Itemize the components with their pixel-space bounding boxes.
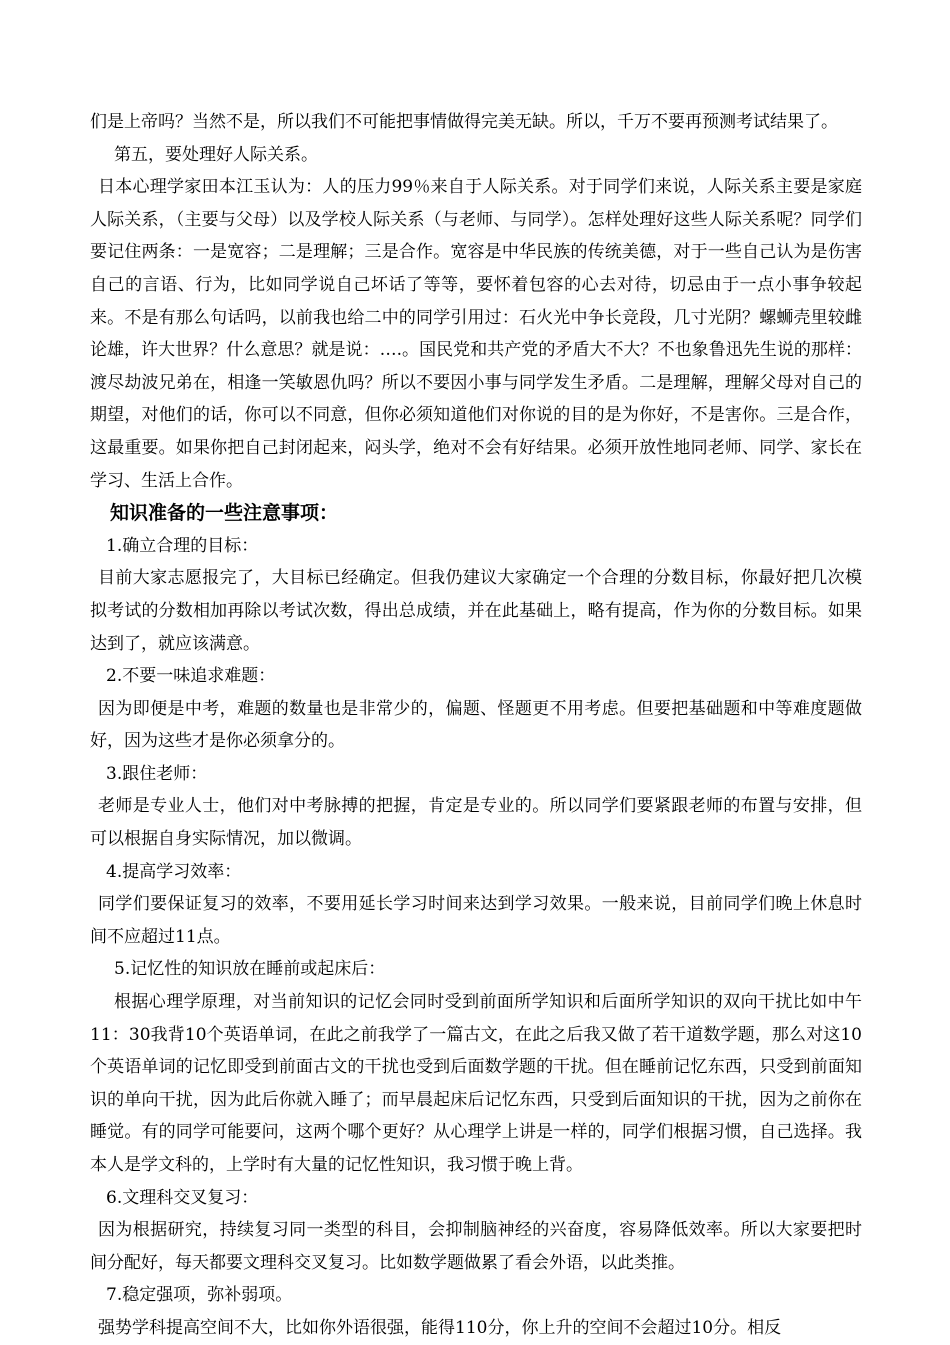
item-1-body: 目前大家志愿报完了，大目标已经确定。但我仍建议大家确定一个合理的分数目标，你最好把几次模拟考试的分数相加再除以考试次数，得出总成绩，并在此基础上，略有提高，作为你的分数目标。如果达到了，就应该满意。 [90,568,862,654]
item-6-body: 因为根据研究，持续复习同一类型的科目，会抑制脑神经的兴奋度，容易降低效率。所以大家要把时间分配好，每天都要文理科交叉复习。比如数学题做累了看会外语，以此类推。 [90,1220,862,1273]
section-five-heading: 第五，要处理好人际关系。 [114,144,318,165]
item-3-title: 3.跟住老师： [106,763,208,784]
item-2-title: 2.不要一味追求难题： [106,666,276,687]
paragraph-continuation: 们是上帝吗？当然不是，所以我们不可能把事情做得完美无缺。所以，千万不要再预测考试结果了。 [90,112,838,132]
paragraph-interpersonal: 日本心理学家田本江玉认为：人的压力99％来自于人际关系。对于同学们来说，人际关系主要是家庭人际关系，（主要与父母）以及学校人际关系（与老师、与同学）。怎样处理好这些人际关系呢？同学们要记住两条：一是宽容；二是理解；三是合作。宽容是中华民族的传统美德，对于一些自己认为是伤害自己的言语、行为，比如同学说自己坏话了等等，要怀着包容的心去对待，切忌由于一点小事争较起来。不是有那么句话吗，以前我也给二中的同学引用过：石火光中争长竞段，几寸光阴？螺蛳壳里较雌论雄，许大世界？什么意思？就是说：….。国民党和共产党的矛盾大不大？不也象鲁迅先生说的那样：渡尽劫波兄弟在，相逢一笑敏恩仇吗？所以不要因小事与同学发生矛盾。二是理解，理解父母对自己的期望，对他们的话，你可以不同意，但你必须知道他们对你说的目的是为你好，不是害你。三是合作，这最重要。如果你把自己封闭起来，闷头学，绝对不会有好结果。必须开放性地同老师、同学、家长在学习、生活上合作。 [90,177,862,491]
item-6-title: 6.文理科交叉复习： [106,1187,259,1208]
item-7-title: 7.稳定强项，弥补弱项。 [106,1285,293,1306]
item-3-body: 老师是专业人士，他们对中考脉搏的把握，肯定是专业的。所以同学们要紧跟老师的布置与安排，但可以根据自身实际情况，加以微调。 [90,796,862,850]
item-4-title: 4.提高学习效率： [106,861,242,882]
item-5-body: 根据心理学原理，对当前知识的记忆会同时受到前面所学知识和后面所学知识的双向干扰比如中午11：30我背10个英语单词，在此之前我学了一篇古文，在此之后我又做了若干道数学题，那么对这10个英语单词的记忆即受到前面古文的干扰也受到后面数学题的干扰。但在睡前记忆东西，只受到前面知识的单向干扰，因为此后你就入睡了；而早晨起床后记忆东西，只受到后面知识的干扰，因为之前你在睡觉。有的同学可能要问，这两个哪个更好？从心理学上讲是一样的，同学们根据习惯，自己选择。我本人是学文科的，上学时有大量的记忆性知识，我习惯于晚上背。 [90,992,862,1175]
item-4-body: 同学们要保证复习的效率，不要用延长学习时间来达到学习效果。一般来说，目前同学们晚上休息时间不应超过11点。 [90,894,862,947]
item-5-title: 5.记忆性的知识放在睡前或起床后： [114,959,386,980]
item-7-body: 强势学科提高空间不大，比如你外语很强，能得110分，你上升的空间不会超过10分。相反 [98,1317,782,1338]
document-page [90,106,862,1345]
item-1-title: 1.确立合理的目标： [106,535,259,556]
item-2-body: 因为即便是中考，难题的数量也是非常少的，偏题、怪题更不用考虑。但要把基础题和中等难度题做好，因为这些才是你必须拿分的。 [90,698,862,752]
knowledge-prep-heading: 知识准备的一些注意事项： [110,502,339,525]
